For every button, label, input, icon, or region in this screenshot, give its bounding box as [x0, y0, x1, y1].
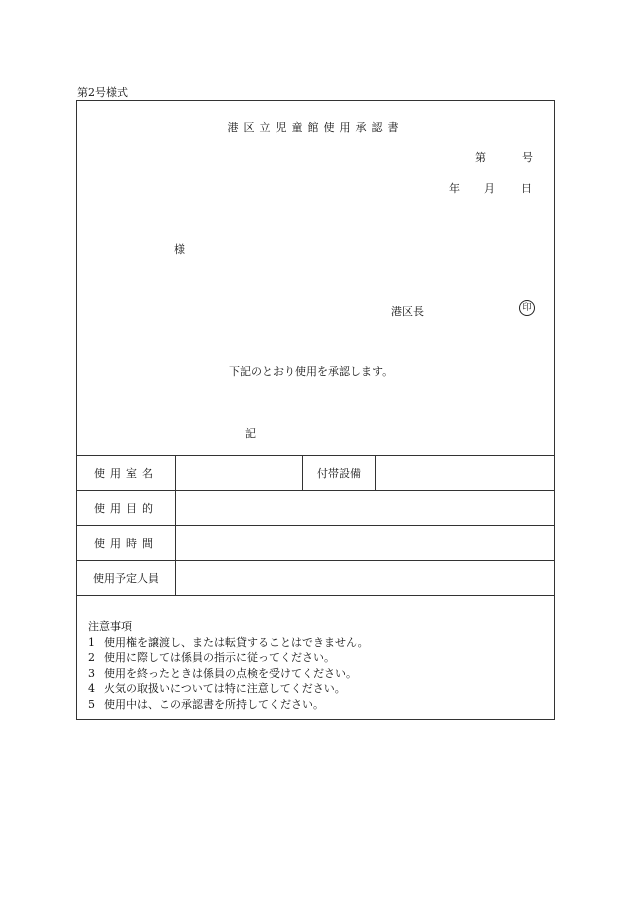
- approval-statement: 下記のとおり使用を承認します。: [229, 365, 394, 378]
- note-text: 使用に際しては係員の指示に従ってください。: [104, 651, 335, 664]
- equipment-value[interactable]: [376, 456, 555, 491]
- year-label: 年: [449, 182, 460, 195]
- list-item: [88, 650, 369, 666]
- approval-form: [76, 100, 555, 720]
- list-item: [88, 635, 369, 651]
- note-text: 火気の取扱いについては特に注意してください。: [104, 682, 346, 695]
- table-row: [77, 456, 555, 491]
- table-row: [77, 526, 555, 561]
- number-prefix: 第: [475, 151, 486, 164]
- list-item: [88, 681, 369, 697]
- month-label: 月: [484, 182, 495, 195]
- room-name-label: 使用室名: [77, 456, 176, 491]
- form-number: 第2号様式: [77, 86, 128, 99]
- addressee-suffix: 様: [174, 243, 185, 256]
- room-name-value[interactable]: [176, 456, 303, 491]
- notes-section: [88, 619, 369, 712]
- note-number: 5: [88, 697, 95, 711]
- ki-label: 記: [245, 427, 256, 440]
- note-number: 3: [88, 666, 95, 680]
- table-row: [77, 491, 555, 526]
- note-text: 使用を終ったときは係員の点検を受けてください。: [104, 666, 357, 680]
- purpose-value[interactable]: [176, 491, 555, 526]
- note-number: 4: [88, 682, 95, 695]
- number-suffix: 号: [522, 151, 533, 164]
- note-number: 1: [88, 635, 95, 649]
- usage-fields-table: [76, 455, 555, 596]
- document-title: 港区立児童館使用承認書: [227, 121, 404, 134]
- list-item: [88, 697, 369, 713]
- issuer-label: 港区長: [391, 305, 424, 318]
- seal-icon: 印: [519, 300, 535, 316]
- note-text: 使用中は、この承認書を所持してください。: [104, 697, 324, 711]
- time-label: 使用時間: [77, 526, 176, 561]
- people-label: 使用予定人員: [77, 561, 176, 596]
- note-number: 2: [88, 651, 95, 664]
- notes-heading: 注意事項: [88, 620, 132, 633]
- list-item: [88, 666, 369, 682]
- day-label: 日: [521, 182, 532, 195]
- people-value[interactable]: [176, 561, 555, 596]
- time-value[interactable]: [176, 526, 555, 561]
- table-row: [77, 561, 555, 596]
- equipment-label: 付帯設備: [303, 456, 376, 491]
- purpose-label: 使用目的: [77, 491, 176, 526]
- note-text: 使用権を譲渡し、または転貸することはできません。: [104, 635, 369, 649]
